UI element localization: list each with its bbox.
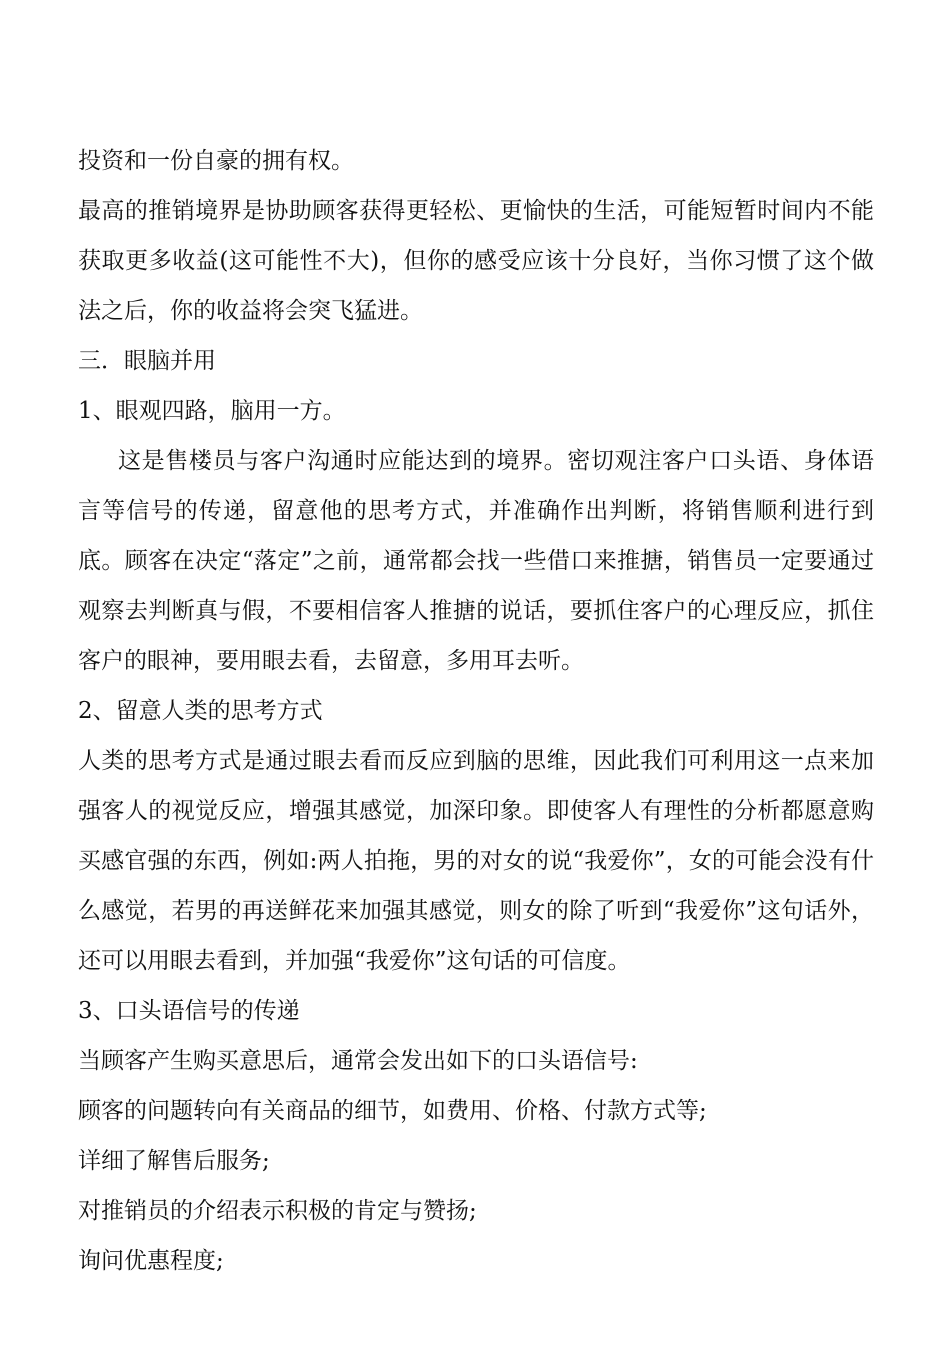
list-item-details: 顾客的问题转向有关商品的细节，如费用、价格、付款方式等; [78,1098,707,1124]
subheading-1: 1、眼观四路，脑用一方。 [78,398,346,424]
paragraph-ownership: 投资和一份自豪的拥有权。 [78,148,354,174]
subheading-3: 3、口头语信号的传递 [78,998,300,1024]
document-body [78,136,874,1286]
paragraph-observe-customer: 这是售楼员与客户沟通时应能达到的境界。密切观注客户口头语、身体语言等信号的传递，留意他的思考方式，并准确作出判断，将销售顺利进行到底。顾客在决定“落定”之前，通常都会找一些借口来推搪，销售员一定要通过观察去判断真与假，不要相信客人推搪的说话，要抓住客户的心理反应，抓住客户的眼神，要用眼去看，去留意，多用耳去听。 [78,448,874,674]
list-item-discount: 询问优惠程度; [78,1248,224,1274]
paragraph-highest-sales-realm: 最高的推销境界是协助顾客获得更轻松、更愉快的生活，可能短暂时间内不能获取更多收益(这可能性不大)，但你的感受应该十分良好，当你习惯了这个做法之后，你的收益将会突飞猛进。 [78,198,874,324]
list-item-after-sales: 详细了解售后服务; [78,1148,270,1174]
list-item-praise: 对推销员的介绍表示积极的肯定与赞扬; [78,1198,477,1224]
subheading-2: 2、留意人类的思考方式 [78,698,323,724]
paragraph-human-thinking: 人类的思考方式是通过眼去看而反应到脑的思维，因此我们可利用这一点来加强客人的视觉反应，增强其感觉，加深印象。即使客人有理性的分析都愿意购买感官强的东西，例如:两人拍拖，男的对女的说“我爱你”，女的可能会没有什么感觉，若男的再送鲜花来加强其感觉，则女的除了听到“我爱你”这句话外，还可以用眼去看到，并加强“我爱你”这句话的可信度。 [78,748,874,974]
section-heading-eyes-and-brain: 三．眼脑并用 [78,348,216,374]
paragraph-verbal-signals-intro: 当顾客产生购买意思后，通常会发出如下的口头语信号: [78,1048,638,1074]
